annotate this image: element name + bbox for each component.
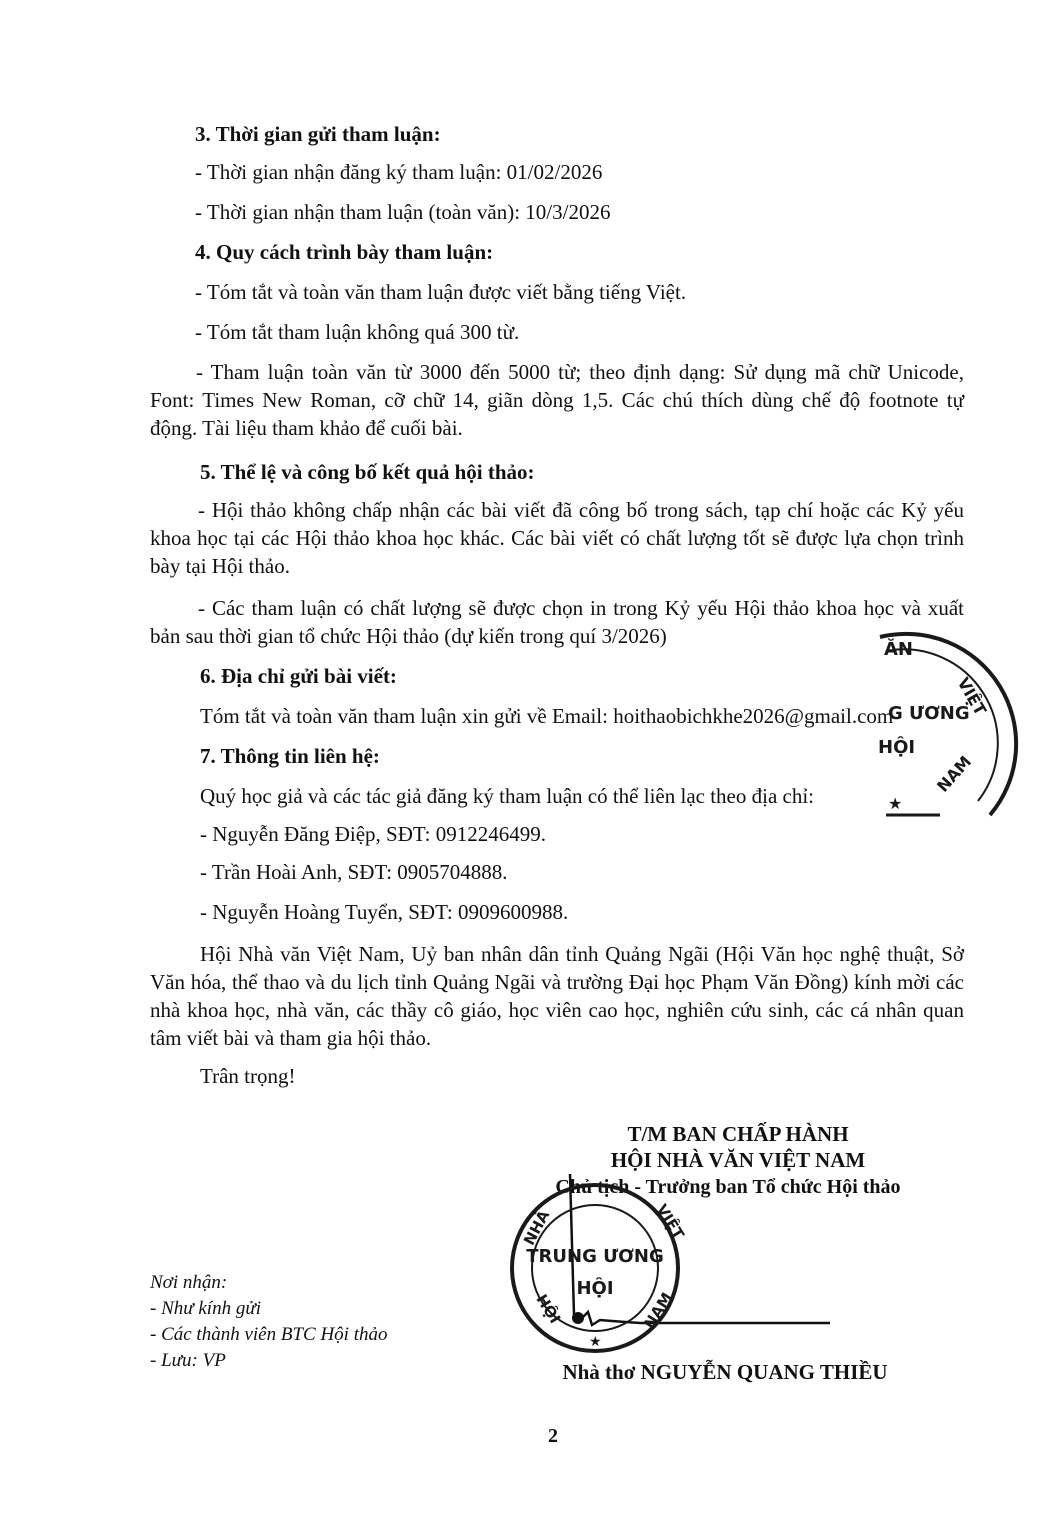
section-5-item-1: - Hội thảo không chấp nhận các bài viết đã công bố trong sách, tạp chí hoặc các Kỷ yếu khoa học tại các Hội thảo khoa học khác. Các bài viết có chất lượng tốt sẽ được lựa chọn trình bày tại Hội thảo. [150,498,964,578]
signature-line-2: HỘI NHÀ VĂN VIỆT NAM [610,1148,866,1172]
section-3-item-2: - Thời gian nhận tham luận (toàn văn): 10/3/2026 [195,200,611,224]
svg-text:HỘI: HỘI [576,1278,614,1299]
recipients-label: Nơi nhận: [150,1272,228,1293]
seal-star-icon: ★ [888,794,903,813]
section-4-item-3: - Tham luận toàn văn từ 3000 đến 5000 từ; theo định dạng: Sử dụng mã chữ Unicode, Font: Times New Roman, cỡ chữ 14, giãn dòng 1,5. Các chú thích dùng chế độ footnote tự động. Tài liệu tham khảo để cuối bài. [150,360,964,440]
signature-line-1: T/M BAN CHẤP HÀNH [627,1122,849,1146]
contact-3: - Nguyễn Hoàng Tuyển, SĐT: 0909600988. [200,900,569,924]
signer-name: Nhà thơ NGUYỄN QUANG THIỀU [562,1360,888,1384]
section-6-email-line: Tóm tắt và toàn văn tham luận xin gửi về Email: hoithaobichkhe2026@gmail.com [200,704,894,728]
svg-text:VIỆT: VIỆT [652,1201,688,1243]
section-3-item-1: - Thời gian nhận đăng ký tham luận: 01/02/2026 [195,160,603,184]
recipient-1: - Như kính gửi [150,1298,261,1319]
recipient-2: - Các thành viên BTC Hội thảo [150,1324,388,1345]
section-4-item-2: - Tóm tắt tham luận không quá 300 từ. [195,320,520,344]
seal-star-icon-bottom: ★ [589,1334,602,1350]
contact-2: - Trần Hoài Anh, SĐT: 0905704888. [200,860,508,884]
section-3-heading: 3. Thời gian gửi tham luận: [195,122,441,146]
svg-text:NAM: NAM [933,752,976,796]
svg-text:NAM: NAM [640,1289,677,1332]
recipient-3: - Lưu: VP [150,1350,226,1371]
official-seal-bottom [505,1178,691,1360]
section-5-heading: 5. Thể lệ và công bố kết quả hội thảo: [200,460,535,484]
signature-line-3: Chủ tịch - Trưởng ban Tổ chức Hội thảo [555,1176,901,1198]
contact-1: - Nguyễn Đăng Điệp, SĐT: 0912246499. [200,822,546,846]
section-6-heading: 6. Địa chỉ gửi bài viết: [200,664,397,688]
section-7-heading: 7. Thông tin liên hệ: [200,744,380,768]
svg-text:NHÀ: NHÀ [520,1207,554,1249]
svg-text:VIỆT: VIỆT [953,674,991,719]
section-5-item-2: - Các tham luận có chất lượng sẽ được chọn in trong Kỷ yếu Hội thảo khoa học và xuất bản sau thời gian tổ chức Hội thảo (dự kiến trong quí 3/2026) [150,596,964,648]
svg-text:HỘI: HỘI [878,737,916,758]
svg-text:TRUNG ƯƠNG: TRUNG ƯƠNG [526,1246,664,1267]
section-4-item-1: - Tóm tắt và toàn văn tham luận được viết bằng tiếng Việt. [195,280,687,304]
section-7-intro: Quý học giả và các tác giả đăng ký tham luận có thể liên lạc theo địa chỉ: [200,784,815,808]
page-number: 2 [548,1425,558,1447]
invitation-paragraph: Hội Nhà văn Việt Nam, Uỷ ban nhân dân tỉnh Quảng Ngãi (Hội Văn học nghệ thuật, Sở Văn hóa, thể thao và du lịch tỉnh Quảng Ngãi và trường Đại học Phạm Văn Đồng) kính mời các nhà khoa học, nhà văn, các thầy cô giáo, học viên cao học, nghiên cứu sinh, các cá nhân quan tâm viết bài và tham gia hội thảo. [150,942,964,1050]
svg-text:G ƯƠNG: G ƯƠNG [888,703,970,724]
svg-text:ĂN: ĂN [884,639,913,660]
svg-text:HỘI: HỘI [532,1291,565,1327]
section-4-heading: 4. Quy cách trình bày tham luận: [195,240,494,264]
regards: Trân trọng! [200,1064,296,1088]
